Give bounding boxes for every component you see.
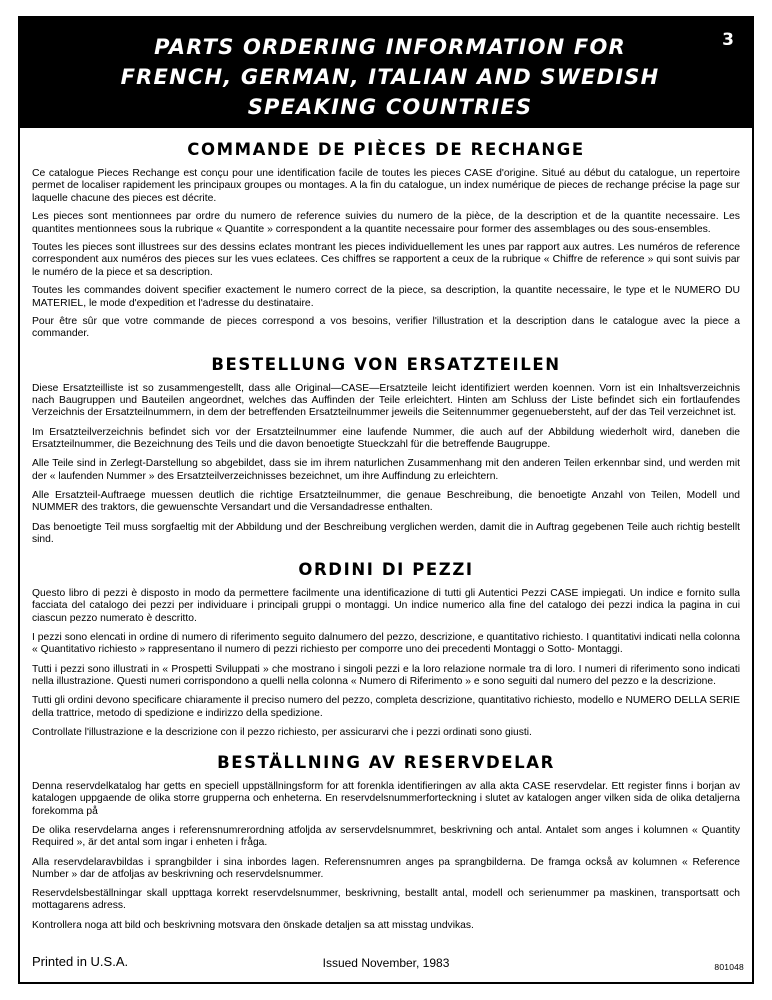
page-number: 3 (722, 30, 734, 50)
paragraph: Tutti i pezzi sono illustrati in « Prospetti Sviluppati » che mostrano i singoli pezzi e la loro relazione normale tra di loro. I numeri di riferimento sono indicati nella illustrazione. Questi numeri corrispondono a quelli nella colonna « Numero di Riferimento » e sono seguiti dal numero del pezzo e la descrizione. (32, 663, 740, 687)
paragraph: Tutti gli ordini devono specificare chiaramente il preciso numero del pezzo, completa descrizione, quantitativo richiesto, modello e NUMERO DELLA SERIE della trattrice, metodo di spedizione e indirizzo della spedizione. (32, 695, 740, 719)
page-content (20, 128, 752, 931)
footer-issued-date: Issued November, 1983 (322, 956, 450, 970)
paragraph: Toutes les commandes doivent specifier exactement le numero correct de la piece, sa description, la quantite necessaire, le type et le NUMERO DU MATERIEL, le mode d'expedition et l'adresse du destinataire. (32, 285, 740, 309)
paragraph: Alle Teile sind in Zerlegt-Darstellung so abgebildet, dass sie im ihrem naturlichen Zusammenhang mit den anderen Teilen erkennbar sind, und werden mit der « laufenden Nummer » des Ersatzteilverzeichnisses bezeichnet, um ihre Auffindung zu erleichtern. (32, 458, 740, 482)
page-header-band (20, 18, 752, 128)
paragraph: Reservdelsbeställningar skall uppttaga korrekt reservdelsnummer, beskrivning, bestallt antal, modell och serienummer pa maskinen, transportsatt och mottagarens adress. (32, 888, 740, 912)
paragraph: I pezzi sono elencati in ordine di numero di riferimento seguito dalnumero del pezzo, descrizione, e quantitativo richiesto. I quantitativi indicati nella colonna « Quantitativo richiesto » rappresentano il numero di pezzi richiesto per comporre uno dei precedenti Montaggi o Sotto- Montaggi. (32, 632, 740, 656)
paragraph: Alla reservdelaravbildas i sprangbilder i sina inbordes lagen. Referensnumren anges pa sprangbilderna. De framga också av kolumnen « Reference Number » dar de atfoljas av beskrivning och reservdelsnummer. (32, 856, 740, 880)
page-title-line-2: FRENCH, GERMAN, ITALIAN AND SWEDISH (120, 65, 660, 89)
paragraph: Toutes les pieces sont illustrees sur des dessins eclates montrant les pieces individuellement les unes par rapport aux autres. Les numéros de reference correspondent aux numéros des pieces sur les vues eclatees. Ces chiffres se rapportent a ceux de la rubrique « Chiffre de reference » qui sont suivis par le numéro de la piece et sa description. (32, 242, 740, 278)
paragraph: Questo libro di pezzi è disposto in modo da permettere facilmente una identificazione di tutti gli Autentici Pezzi CASE impiegati. Un indice e fornito sulla facciata del catalogo dei pezzi per individuare i principali gruppi o montaggi. Un indice numerico alla fine del catalogo dei pezzi indica la pagina in cui ciascun pezzo numerato è descritto. (32, 588, 740, 624)
paragraph: Ce catalogue Pieces Rechange est conçu pour une identification facile de toutes les pieces CASE d'origine. Situé au début du catalogue, un repertoire permet de localiser rapidement les principaux groupes ou montages. A la fin du catalogue, un index numérique de pieces de rechange précise la page sur laquelle chacune des pieces est décrite. (32, 168, 740, 204)
paragraph: Im Ersatzteilverzeichnis befindet sich vor der Ersatzteilnummer eine laufende Nummer, die auch auf der Abbildung wiederholt wird, daneben die Ersatzteilnummer, die Bezeichnung des Teils und die davon benoetigte Stueckzahl für die betreffende Baugruppe. (32, 426, 740, 451)
paragraph: Diese Ersatzteilliste ist so zusammengestellt, dass alle Original—CASE—Ersatzteile leicht identifiziert werden koennen. Vorn ist ein Inhaltsverzeichnis nach Baugruppen und Bauteilen angeordnet, welches das Auffinden der Teile erleichtert. Hinten am Schluss der Liste befindet sich ein fortlaufendes Verzeichnis der Ersatzteilnummern, in dem der betreffenden Ersatzteilnummer jeweils die Seitennummer gegenuebersteht, auf der das Teil verzeichnet ist. (32, 382, 740, 419)
paragraph: Les pieces sont mentionnees par ordre du numero de reference suivies du numero de la pièce, de la description et de la quantite necessaire. Les quantites mentionnees sous la rubrique « Quantite » correspondent a la quantite necessaire pour former des assemblages ou des sous-ensembles. (32, 211, 740, 235)
paragraph: Controllate l'illustrazione e la descrizione con il pezzo richiesto, per assicurarvi che i pezzi ordinati sono giusti. (32, 726, 532, 738)
section-german (32, 355, 740, 546)
section-title-french: COMMANDE DE PIÈCES DE RECHANGE (187, 140, 585, 159)
page-title-line-3: SPEAKING COUNTRIES (247, 95, 533, 119)
section-swedish (32, 753, 740, 932)
section-title-swedish: BESTÄLLNING AV RESERVDELAR (217, 753, 555, 773)
page-title-line-1: PARTS ORDERING INFORMATION FOR (154, 35, 626, 59)
section-title-italian: ORDINI DI PEZZI (298, 560, 474, 580)
paragraph: Kontrollera noga att bild och beskrivning motsvara den önskade detaljen sa att misstag undvikas. (32, 919, 474, 931)
page-footer (20, 952, 752, 986)
section-italian (32, 560, 740, 739)
section-french (32, 140, 740, 341)
paragraph: Pour être sûr que votre commande de pieces correspond a vos besoins, verifier l'illustration et la description dans le catalogue avec la piece a commander. (32, 316, 740, 340)
paragraph: Das benoetigte Teil muss sorgfaeltig mit der Abbildung und der Beschreibung verglichen werden, damit die in Auftrag gegebenen Teile auch richtig bestellt sind. (32, 521, 740, 545)
paragraph: Alle Ersatzteil-Auftraege muessen deutlich die richtige Ersatzteilnummer, die genaue Beschreibung, die benoetigte Anzahl von Teilen, Modell und NUMMER des traktors, die gewuenschte Versandart und die Versandadresse enthalten. (32, 489, 740, 514)
footer-form-number: 801048 (714, 962, 744, 972)
paragraph: Denna reservdelkatalog har getts en speciell uppställningsform for att forenkla identifieringen av alla akta CASE reservdelar. Ett register finns i borjan av katalogen uppgaende de olika storre grupperna och enheterna. En reservdelsnummerforteckning i slutet av katalogen anger vilken sida de olika detaljerna forekomma på (32, 781, 740, 817)
footer-printed-in: Printed in U.S.A. (32, 954, 129, 969)
page-title (110, 32, 670, 122)
paragraph: De olika reservdelarna anges i referensnumrerordning atfoljda av serservdelsnummret, beskrivning och antal. Antalet som anges i kolumnen « Quantity Required », är det antal som ingar i enheten i fråga. (32, 825, 740, 849)
section-title-german: BESTELLUNG VON ERSATZTEILEN (211, 354, 561, 374)
